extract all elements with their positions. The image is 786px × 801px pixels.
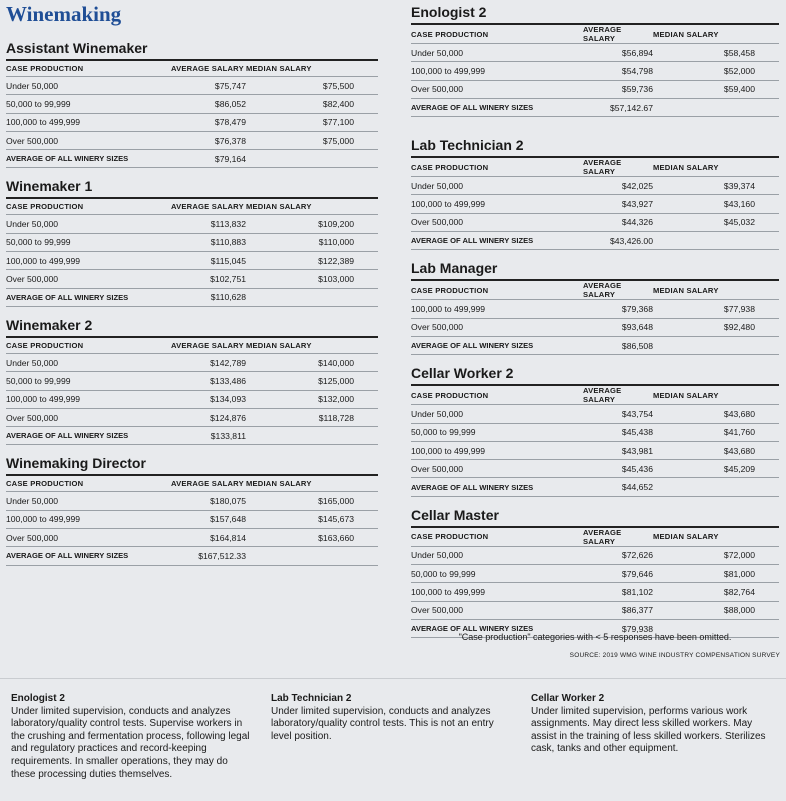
- average-salary-cell: $113,832: [171, 215, 246, 233]
- column-header: AVERAGE SALARY: [583, 280, 653, 300]
- salary-table: [411, 156, 779, 250]
- table-header-row: [6, 60, 378, 77]
- column-header: MEDIAN SALARY: [653, 280, 779, 300]
- average-salary-cell: $43,981: [583, 441, 653, 459]
- table-row: [6, 353, 378, 371]
- case-production-cell: Under 50,000: [411, 405, 583, 423]
- median-salary-cell: $43,160: [653, 195, 779, 213]
- omission-note: "Case production" categories with < 5 responses have been omitted.: [458, 632, 732, 642]
- description-lab-technician: [271, 693, 516, 743]
- right-sections: [411, 4, 779, 638]
- case-production-cell: Under 50,000: [6, 353, 171, 371]
- median-salary-cell: $43,680: [653, 405, 779, 423]
- median-salary-cell: $39,374: [653, 177, 779, 195]
- salary-table: [411, 23, 779, 117]
- average-salary-cell: $133,486: [171, 372, 246, 390]
- average-salary-cell: $59,736: [583, 80, 653, 98]
- median-salary-cell: $52,000: [653, 62, 779, 80]
- column-header: AVERAGE SALARY: [583, 385, 653, 405]
- section-title: Winemaking Director: [6, 455, 146, 472]
- median-salary-cell: $43,680: [653, 441, 779, 459]
- column-header: CASE PRODUCTION: [6, 337, 171, 354]
- average-salary-cell: $102,751: [171, 270, 246, 288]
- column-header: AVERAGE SALARY: [583, 157, 653, 177]
- average-salary-cell: $134,093: [171, 390, 246, 408]
- case-production-cell: Over 500,000: [411, 318, 583, 336]
- description-title: Lab Technician 2: [271, 693, 352, 704]
- salary-section: [411, 260, 779, 355]
- description-text: Under limited supervision, conducts and analyzes laboratory/quality control tests. Supervise workers in the crushing and fermentation process, following legal and regulatory practices and record-keeping requirements. In smaller operations, they may do these processing duties themselves.: [11, 705, 250, 780]
- salary-section: [411, 507, 779, 638]
- case-production-cell: Over 500,000: [411, 601, 583, 619]
- table-row: [6, 372, 378, 390]
- description-text: Under limited supervision, performs various work assignments. May direct less skilled workers. May assist in the training of less skilled workers. Sterilizes cask, tanks and other equipment.: [531, 705, 766, 755]
- table-header-row: [411, 24, 779, 44]
- average-label: AVERAGE OF ALL WINERY SIZES: [411, 336, 583, 354]
- table-row: [411, 195, 779, 213]
- average-salary-cell: $45,438: [583, 423, 653, 441]
- table-row: [411, 300, 779, 318]
- table-row: [6, 270, 378, 288]
- table-row: [411, 80, 779, 98]
- left-column: [6, 0, 378, 566]
- case-production-cell: Under 50,000: [6, 215, 171, 233]
- average-value: $86,508: [583, 336, 653, 354]
- right-column: [411, 0, 779, 638]
- table-row: [411, 601, 779, 619]
- average-salary-cell: $81,102: [583, 583, 653, 601]
- median-salary-cell: $118,728: [246, 408, 378, 426]
- median-salary-cell: $125,000: [246, 372, 378, 390]
- case-production-cell: Over 500,000: [6, 408, 171, 426]
- salary-section: [411, 137, 779, 250]
- column-header: CASE PRODUCTION: [411, 157, 583, 177]
- case-production-cell: 50,000 to 99,999: [411, 565, 583, 583]
- average-salary-cell: $76,378: [171, 131, 246, 149]
- average-value: $79,164: [171, 150, 246, 168]
- column-header: MEDIAN SALARY: [246, 337, 378, 354]
- table-row: [6, 390, 378, 408]
- case-production-cell: 100,000 to 499,999: [411, 583, 583, 601]
- average-row: [6, 288, 378, 306]
- table-row: [6, 252, 378, 270]
- median-salary-cell: $82,764: [653, 583, 779, 601]
- average-salary-cell: $78,479: [171, 113, 246, 131]
- table-row: [6, 131, 378, 149]
- median-salary-cell: $132,000: [246, 390, 378, 408]
- section-title: Winemaker 1: [6, 178, 93, 195]
- empty-cell: [246, 288, 378, 306]
- average-salary-cell: $75,747: [171, 77, 246, 95]
- table-row: [411, 62, 779, 80]
- column-header: MEDIAN SALARY: [653, 157, 779, 177]
- table-row: [6, 510, 378, 528]
- median-salary-cell: $41,760: [653, 423, 779, 441]
- salary-section: [6, 317, 378, 445]
- case-production-cell: 100,000 to 499,999: [411, 195, 583, 213]
- average-salary-cell: $110,883: [171, 233, 246, 251]
- salary-table: [411, 384, 779, 496]
- case-production-cell: 100,000 to 499,999: [6, 510, 171, 528]
- section-title: Lab Technician 2: [411, 137, 524, 154]
- average-salary-cell: $157,648: [171, 510, 246, 528]
- table-row: [411, 44, 779, 62]
- column-header: CASE PRODUCTION: [6, 60, 171, 77]
- average-value: $133,811: [171, 427, 246, 445]
- case-production-cell: 100,000 to 499,999: [411, 441, 583, 459]
- average-row: [411, 478, 779, 496]
- table-header-row: [411, 280, 779, 300]
- median-salary-cell: $92,480: [653, 318, 779, 336]
- average-row: [6, 547, 378, 565]
- average-label: AVERAGE OF ALL WINERY SIZES: [411, 619, 583, 637]
- section-title: Winemaker 2: [6, 316, 93, 333]
- average-row: [411, 98, 779, 116]
- case-production-cell: Over 500,000: [411, 213, 583, 231]
- column-header: CASE PRODUCTION: [411, 527, 583, 547]
- table-row: [411, 318, 779, 336]
- case-production-cell: Under 50,000: [411, 546, 583, 564]
- salary-table: [6, 59, 378, 168]
- page-title: Winemaking: [6, 2, 122, 26]
- average-label: AVERAGE OF ALL WINERY SIZES: [6, 150, 171, 168]
- table-row: [6, 77, 378, 95]
- column-header: MEDIAN SALARY: [653, 24, 779, 44]
- column-header: CASE PRODUCTION: [411, 385, 583, 405]
- table-header-row: [6, 198, 378, 215]
- average-row: [411, 232, 779, 250]
- case-production-cell: Under 50,000: [411, 177, 583, 195]
- average-value: $57,142.67: [583, 98, 653, 116]
- salary-section: [6, 40, 378, 168]
- column-header: AVERAGE SALARY: [171, 60, 246, 77]
- average-salary-cell: $115,045: [171, 252, 246, 270]
- table-row: [6, 529, 378, 547]
- source-line: SOURCE: 2019 WMG WINE INDUSTRY COMPENSATION SURVEY: [569, 652, 780, 659]
- average-salary-cell: $56,894: [583, 44, 653, 62]
- column-header: MEDIAN SALARY: [653, 527, 779, 547]
- salary-table: [411, 526, 779, 638]
- table-row: [6, 408, 378, 426]
- column-header: MEDIAN SALARY: [246, 475, 378, 492]
- median-salary-cell: $109,200: [246, 215, 378, 233]
- case-production-cell: 100,000 to 499,999: [6, 252, 171, 270]
- section-title: Enologist 2: [411, 4, 487, 20]
- column-header: CASE PRODUCTION: [6, 475, 171, 492]
- case-production-cell: Over 500,000: [411, 460, 583, 478]
- description-title: Enologist 2: [11, 693, 65, 704]
- median-salary-cell: $110,000: [246, 233, 378, 251]
- average-label: AVERAGE OF ALL WINERY SIZES: [411, 478, 583, 496]
- average-salary-cell: $86,052: [171, 95, 246, 113]
- median-salary-cell: $59,400: [653, 80, 779, 98]
- average-salary-cell: $43,754: [583, 405, 653, 423]
- average-salary-cell: $93,648: [583, 318, 653, 336]
- description-text: Under limited supervision, conducts and analyzes laboratory/quality control tests. This is not an entry level position.: [271, 705, 494, 742]
- table-header-row: [6, 475, 378, 492]
- average-salary-cell: $45,436: [583, 460, 653, 478]
- description-cellar-worker: [531, 693, 776, 756]
- salary-section: [411, 4, 779, 117]
- column-header: MEDIAN SALARY: [653, 385, 779, 405]
- average-value: $79,938: [583, 619, 653, 637]
- median-salary-cell: $75,500: [246, 77, 378, 95]
- average-salary-cell: $43,927: [583, 195, 653, 213]
- column-header: AVERAGE SALARY: [583, 527, 653, 547]
- table-row: [411, 441, 779, 459]
- table-row: [6, 492, 378, 510]
- table-row: [6, 113, 378, 131]
- description-enologist: [11, 693, 251, 781]
- average-value: $110,628: [171, 288, 246, 306]
- median-salary-cell: $140,000: [246, 353, 378, 371]
- median-salary-cell: $103,000: [246, 270, 378, 288]
- average-value: $44,652: [583, 478, 653, 496]
- empty-cell: [653, 478, 779, 496]
- column-header: AVERAGE SALARY: [171, 475, 246, 492]
- median-salary-cell: $122,389: [246, 252, 378, 270]
- case-production-cell: 50,000 to 99,999: [6, 95, 171, 113]
- average-salary-cell: $72,626: [583, 546, 653, 564]
- case-production-cell: 50,000 to 99,999: [6, 233, 171, 251]
- median-salary-cell: $58,458: [653, 44, 779, 62]
- table-row: [411, 177, 779, 195]
- section-title: Lab Manager: [411, 260, 498, 277]
- salary-table: [411, 279, 779, 355]
- median-salary-cell: $45,032: [653, 213, 779, 231]
- case-production-cell: Over 500,000: [6, 270, 171, 288]
- case-production-cell: 100,000 to 499,999: [411, 62, 583, 80]
- salary-section: [6, 178, 378, 306]
- empty-cell: [246, 150, 378, 168]
- empty-cell: [246, 547, 378, 565]
- median-salary-cell: $163,660: [246, 529, 378, 547]
- empty-cell: [653, 98, 779, 116]
- median-salary-cell: $165,000: [246, 492, 378, 510]
- empty-cell: [246, 427, 378, 445]
- table-row: [6, 215, 378, 233]
- average-row: [411, 336, 779, 354]
- table-row: [411, 565, 779, 583]
- median-salary-cell: $77,938: [653, 300, 779, 318]
- average-salary-cell: $86,377: [583, 601, 653, 619]
- median-salary-cell: $145,673: [246, 510, 378, 528]
- average-label: AVERAGE OF ALL WINERY SIZES: [411, 98, 583, 116]
- average-row: [6, 150, 378, 168]
- median-salary-cell: $75,000: [246, 131, 378, 149]
- column-header: MEDIAN SALARY: [246, 198, 378, 215]
- salary-section: [6, 455, 378, 565]
- median-salary-cell: $45,209: [653, 460, 779, 478]
- median-salary-cell: $82,400: [246, 95, 378, 113]
- table-row: [6, 233, 378, 251]
- column-header: AVERAGE SALARY: [171, 198, 246, 215]
- left-sections: [6, 40, 378, 566]
- case-production-cell: Over 500,000: [6, 131, 171, 149]
- case-production-cell: Under 50,000: [6, 77, 171, 95]
- empty-cell: [653, 232, 779, 250]
- average-value: $43,426.00: [583, 232, 653, 250]
- case-production-cell: 100,000 to 499,999: [6, 113, 171, 131]
- average-label: AVERAGE OF ALL WINERY SIZES: [411, 232, 583, 250]
- median-salary-cell: $77,100: [246, 113, 378, 131]
- average-salary-cell: $79,368: [583, 300, 653, 318]
- case-production-cell: 100,000 to 499,999: [411, 300, 583, 318]
- table-row: [411, 460, 779, 478]
- section-title: Assistant Winemaker: [6, 40, 148, 56]
- table-row: [411, 583, 779, 601]
- table-header-row: [411, 157, 779, 177]
- average-salary-cell: $142,789: [171, 353, 246, 371]
- table-header-row: [411, 527, 779, 547]
- table-header-row: [6, 337, 378, 354]
- case-production-cell: Over 500,000: [6, 529, 171, 547]
- average-salary-cell: $44,326: [583, 213, 653, 231]
- column-header: CASE PRODUCTION: [6, 198, 171, 215]
- salary-table: [6, 474, 378, 565]
- average-label: AVERAGE OF ALL WINERY SIZES: [6, 427, 171, 445]
- column-header: CASE PRODUCTION: [411, 24, 583, 44]
- section-title: Cellar Worker 2: [411, 365, 514, 382]
- average-salary-cell: $42,025: [583, 177, 653, 195]
- case-production-cell: 50,000 to 99,999: [411, 423, 583, 441]
- case-production-cell: 50,000 to 99,999: [6, 372, 171, 390]
- average-salary-cell: $164,814: [171, 529, 246, 547]
- table-row: [411, 213, 779, 231]
- table-row: [6, 95, 378, 113]
- average-row: [6, 427, 378, 445]
- average-label: AVERAGE OF ALL WINERY SIZES: [6, 547, 171, 565]
- median-salary-cell: $72,000: [653, 546, 779, 564]
- column-header: AVERAGE SALARY: [171, 337, 246, 354]
- average-value: $167,512.33: [171, 547, 246, 565]
- median-salary-cell: $88,000: [653, 601, 779, 619]
- empty-cell: [653, 336, 779, 354]
- average-salary-cell: $79,646: [583, 565, 653, 583]
- column-header: CASE PRODUCTION: [411, 280, 583, 300]
- section-title: Cellar Master: [411, 506, 499, 523]
- salary-section: [411, 365, 779, 496]
- case-production-cell: Under 50,000: [411, 44, 583, 62]
- average-salary-cell: $124,876: [171, 408, 246, 426]
- case-production-cell: Over 500,000: [411, 80, 583, 98]
- salary-table: [6, 197, 378, 306]
- case-production-cell: 100,000 to 499,999: [6, 390, 171, 408]
- average-salary-cell: $54,798: [583, 62, 653, 80]
- table-row: [411, 546, 779, 564]
- table-row: [411, 405, 779, 423]
- average-salary-cell: $180,075: [171, 492, 246, 510]
- case-production-cell: Under 50,000: [6, 492, 171, 510]
- job-descriptions: [0, 678, 786, 801]
- average-label: AVERAGE OF ALL WINERY SIZES: [6, 288, 171, 306]
- table-header-row: [411, 385, 779, 405]
- column-header: AVERAGE SALARY: [583, 24, 653, 44]
- description-title: Cellar Worker 2: [531, 693, 605, 704]
- column-header: MEDIAN SALARY: [246, 60, 378, 77]
- table-row: [411, 423, 779, 441]
- median-salary-cell: $81,000: [653, 565, 779, 583]
- salary-table: [6, 336, 378, 445]
